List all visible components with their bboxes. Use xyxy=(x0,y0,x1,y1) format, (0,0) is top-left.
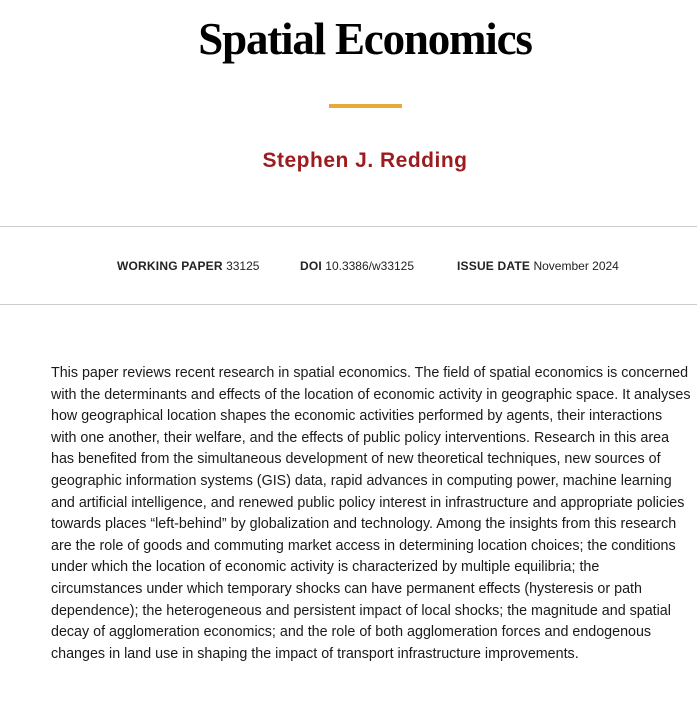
issue-date-meta xyxy=(457,258,619,274)
page-title: Spatial Economics xyxy=(198,14,532,64)
title-accent-divider xyxy=(329,104,402,108)
paper-metadata-band xyxy=(0,226,697,305)
issue-date-label: ISSUE DATE xyxy=(457,259,531,273)
author-name[interactable]: Stephen J. Redding xyxy=(262,149,468,172)
doi-label: DOI xyxy=(300,259,322,273)
working-paper-meta xyxy=(117,258,259,274)
issue-date-value: November 2024 xyxy=(533,259,619,273)
working-paper-number: 33125 xyxy=(226,259,260,273)
working-paper-label: WORKING PAPER xyxy=(117,259,223,273)
abstract-text: This paper reviews recent research in spatial economics. The field of spatial economics is concerned with the determinants and effects of the location of economic activity in geographic space. It analyses how geographical location shapes the economic activities performed by agents, their interactions with one another, their welfare, and the effects of public policy interventions. Research in this area has benefited from the simultaneous development of new theoretical techniques, new sources of geographic information systems (GIS) data, rapid advances in computing power, machine learning and artificial intelligence, and renewed public policy interest in infrastructure and appropriate policies towards places “left-behind” by globalization and technology. Among the insights from this research are the role of goods and commuting market access in determining location choices; the conditions under which the location of economic activity is characterized by multiple equilibria; the circumstances under which temporary shocks can have permanent effects (hysteresis or path dependence); the heterogeneous and persistent impact of local shocks; the magnitude and spatial decay of agglomeration economics; and the role of both agglomeration forces and endogenous changes in land use in shaping the impact of transport infrastructure improvements. xyxy=(51,365,691,662)
doi-value[interactable]: 10.3386/w33125 xyxy=(325,259,415,273)
doi-meta xyxy=(300,258,414,274)
